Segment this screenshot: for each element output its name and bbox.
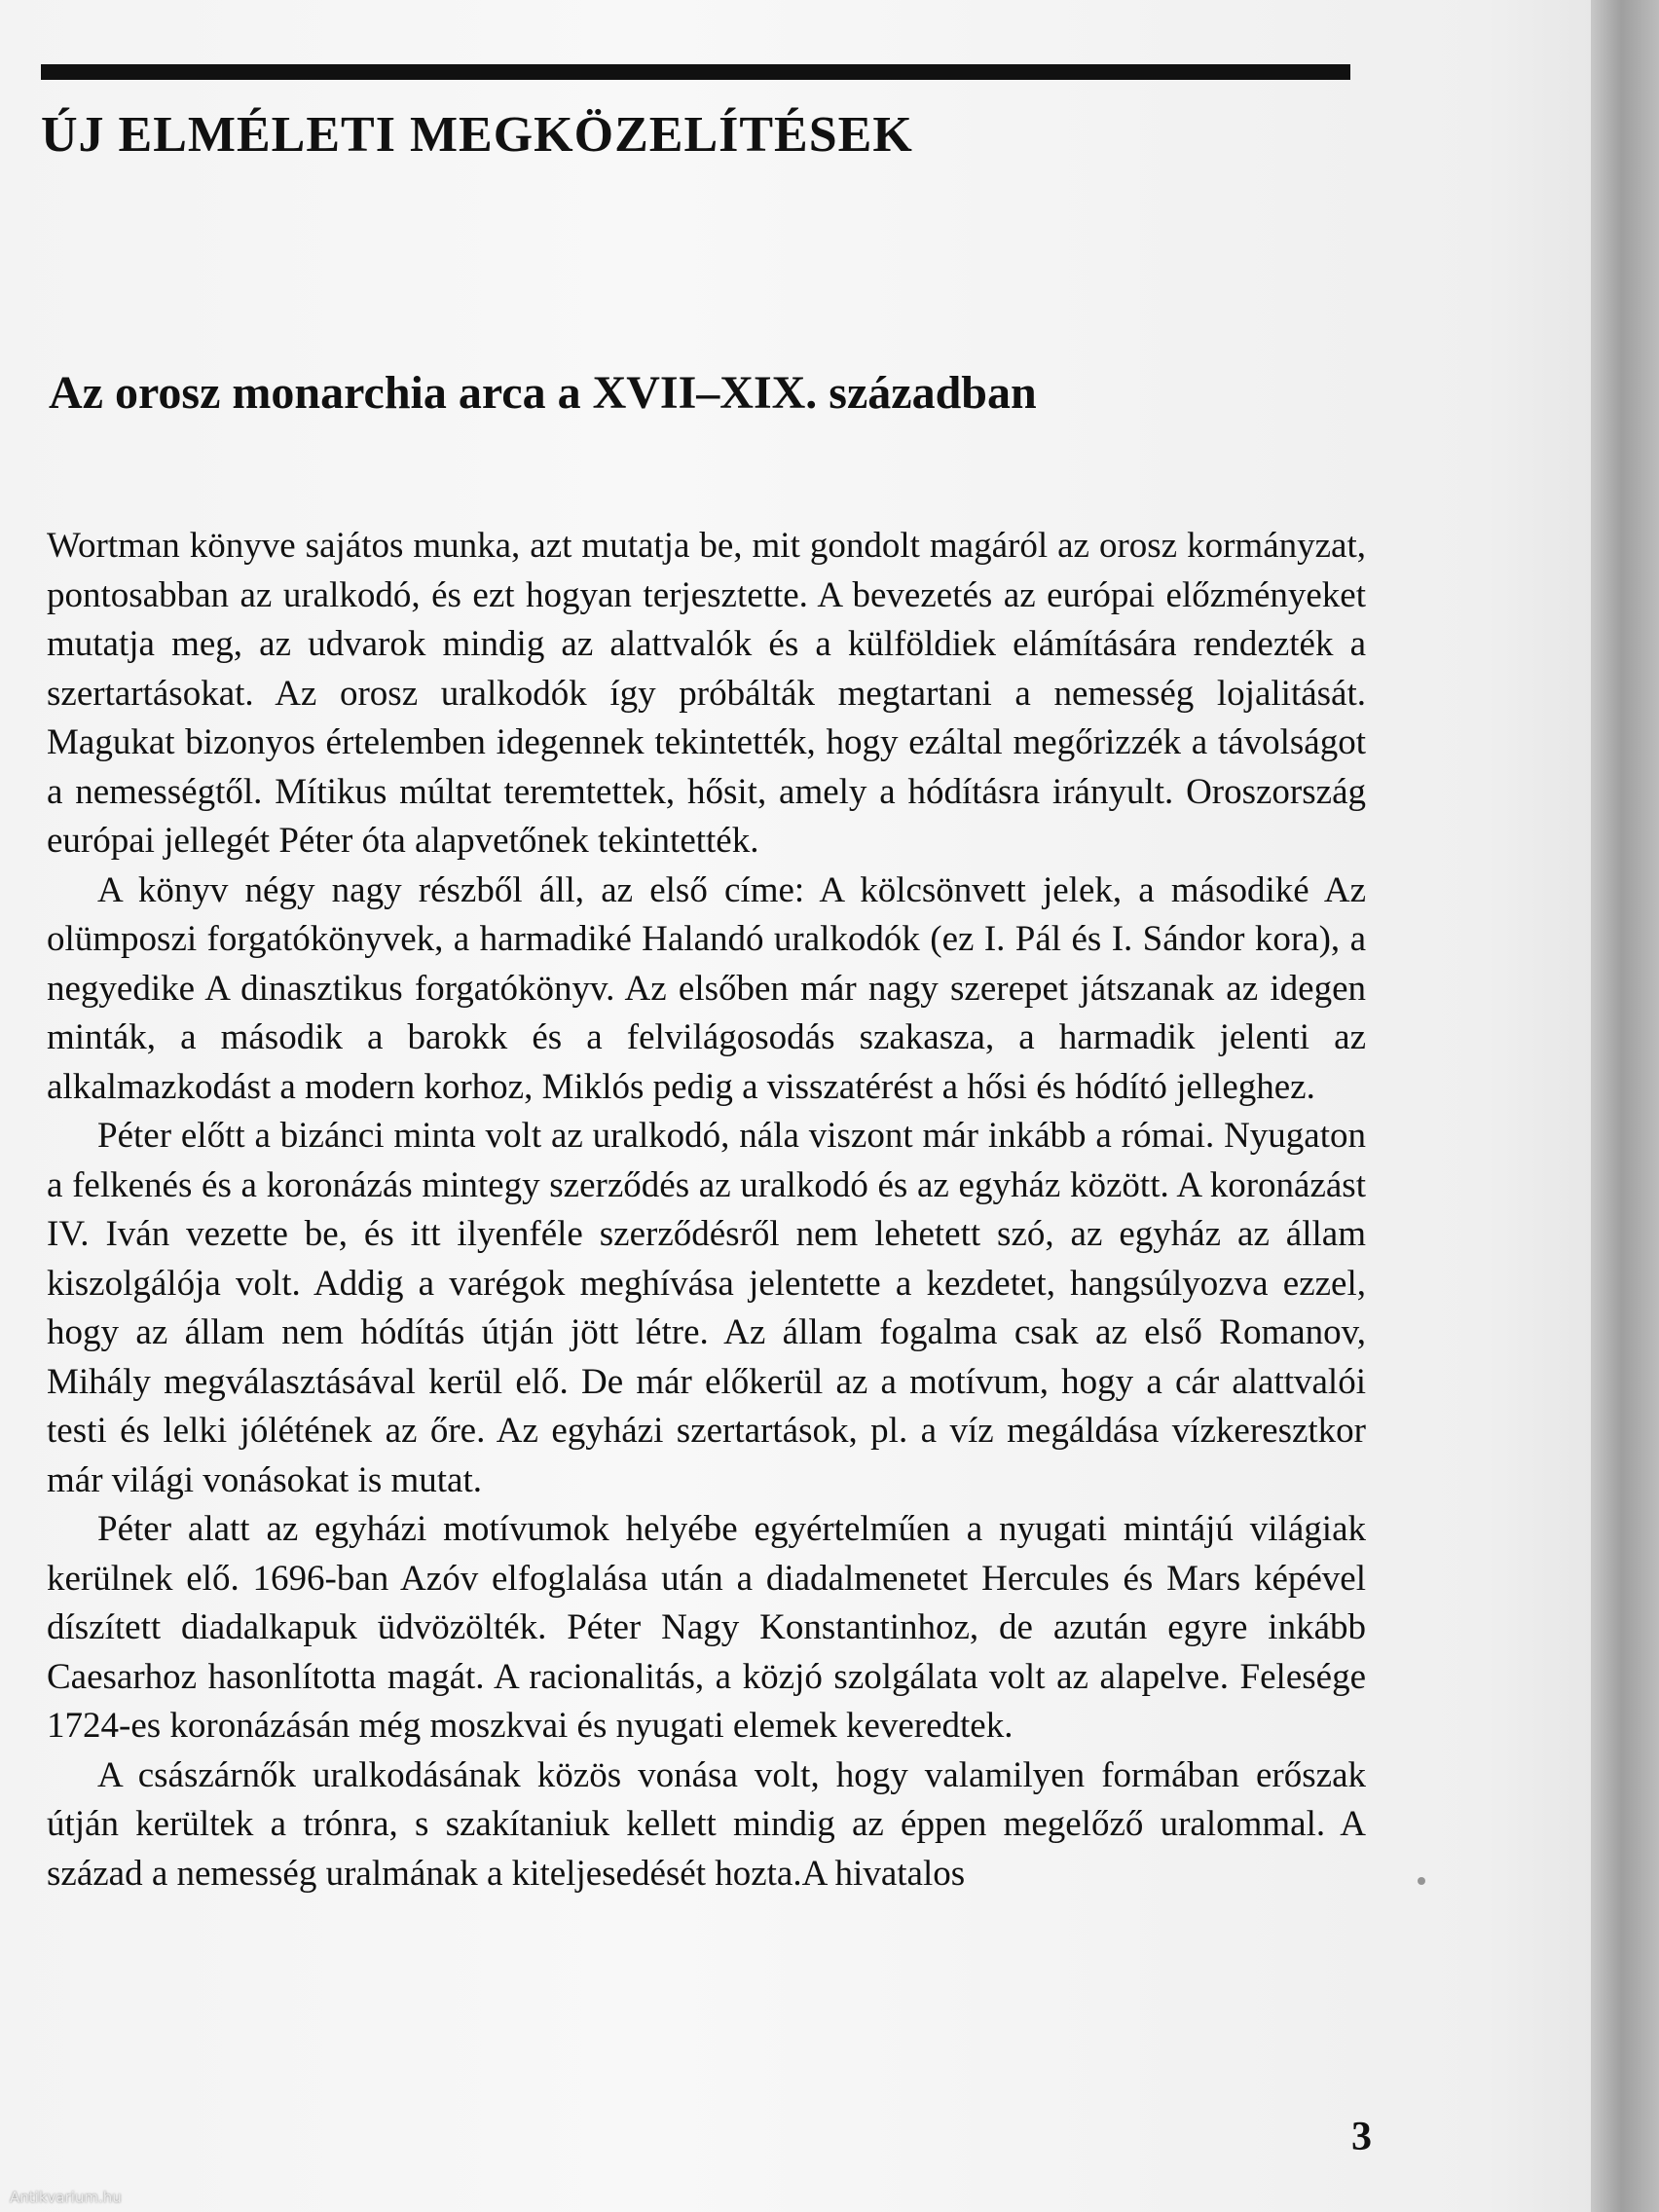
- paragraph-3: Péter előtt a bizánci minta volt az uralkodó, nála viszont már inkább a római. Nyugaton a felkenés és a koronázás mintegy szerződés az uralkodó és az egyház között. A koronázást IV. Iván vezette be, és itt ilyenféle szerződésről nem lehetett szó, az egyház az állam kiszolgálója volt. Addig a varégok meghívása jelentette a kezdetet, hangsúlyozva ezzel, hogy az állam nem hódítás útján jött létre. Az állam fogalma csak az első Romanov, Mihály megválasztásával kerül elő. De már előkerül az a motívum, hogy a cár alattvalói testi és lelki jólétének az őre. Az egyházi szertartások, pl. a víz megáldása vízkeresztkor már világi vonásokat is mutat.: [47, 1116, 1366, 1500]
- paragraph-2: A könyv négy nagy részből áll, az első címe: A kölcsönvett jelek, a másodiké Az olümposzi forgatókönyvek, a harmadiké Halandó uralkodók (ez I. Pál és I. Sándor kora), a negyedike A dinasztikus forgatókönyv. Az elsőben már nagy szerepet játszanak az idegen minták, a második a barokk és a felvilágosodás szakasza, a harmadik jelenti az alkalmazkodást a modern korhoz, Miklós pedig a visszatérést a hősi és hódító jelleghez.: [47, 869, 1366, 1107]
- book-edge-shadow: [1591, 0, 1659, 2212]
- section-rule: [41, 64, 1350, 80]
- page-number: 3: [1351, 2115, 1372, 2159]
- article-title: Az orosz monarchia arca a XVII–XIX. században: [49, 367, 1037, 419]
- paragraph-5: A császárnők uralkodásának közös vonása volt, hogy valamilyen formában erőszak útján kerültek a trónra, s szakítaniuk kellett mindig az éppen megelőző uralommal. A század a nemesség uralmának a kiteljesedését hozta.A hivatalos: [47, 1754, 1366, 1894]
- print-speck: [1418, 1877, 1425, 1885]
- section-title: ÚJ ELMÉLETI MEGKÖZELÍTÉSEK: [41, 107, 913, 163]
- article-body: [47, 522, 1366, 1899]
- paragraph-1: Wortman könyve sajátos munka, azt mutatja be, mit gondolt magáról az orosz kormányzat, pontosabban az uralkodó, és ezt hogyan terjesztette. A bevezetés az európai előzményeket mutatja meg, az udvarok mindig az alattvalók és a külföldiek elámítására rendezték a szertartásokat. Az orosz uralkodók így próbálták megtartani a nemesség lojalitását. Magukat bizonyos értelemben idegennek tekintették, hogy ezáltal megőrizzék a távolságot a nemességtől. Mítikus múltat teremtettek, hősit, amely a hódításra irányult. Oroszország európai jellegét Péter óta alapvetőnek tekintették.: [47, 526, 1366, 861]
- paragraph-4: Péter alatt az egyházi motívumok helyébe egyértelműen a nyugati mintájú világiak kerülnek elő. 1696-ban Azóv elfoglalása után a diadalmenetet Hercules és Mars képével díszített diadalkapuk üdvözölték. Péter Nagy Konstantinhoz, de azután egyre inkább Caesarhoz hasonlította magát. A racionalitás, a közjó szolgálata volt az alapelve. Felesége 1724-es koronázásán még moszkvai és nyugati elemek keveredtek.: [47, 1509, 1366, 1746]
- watermark: Antikvarium.hu: [10, 2189, 122, 2206]
